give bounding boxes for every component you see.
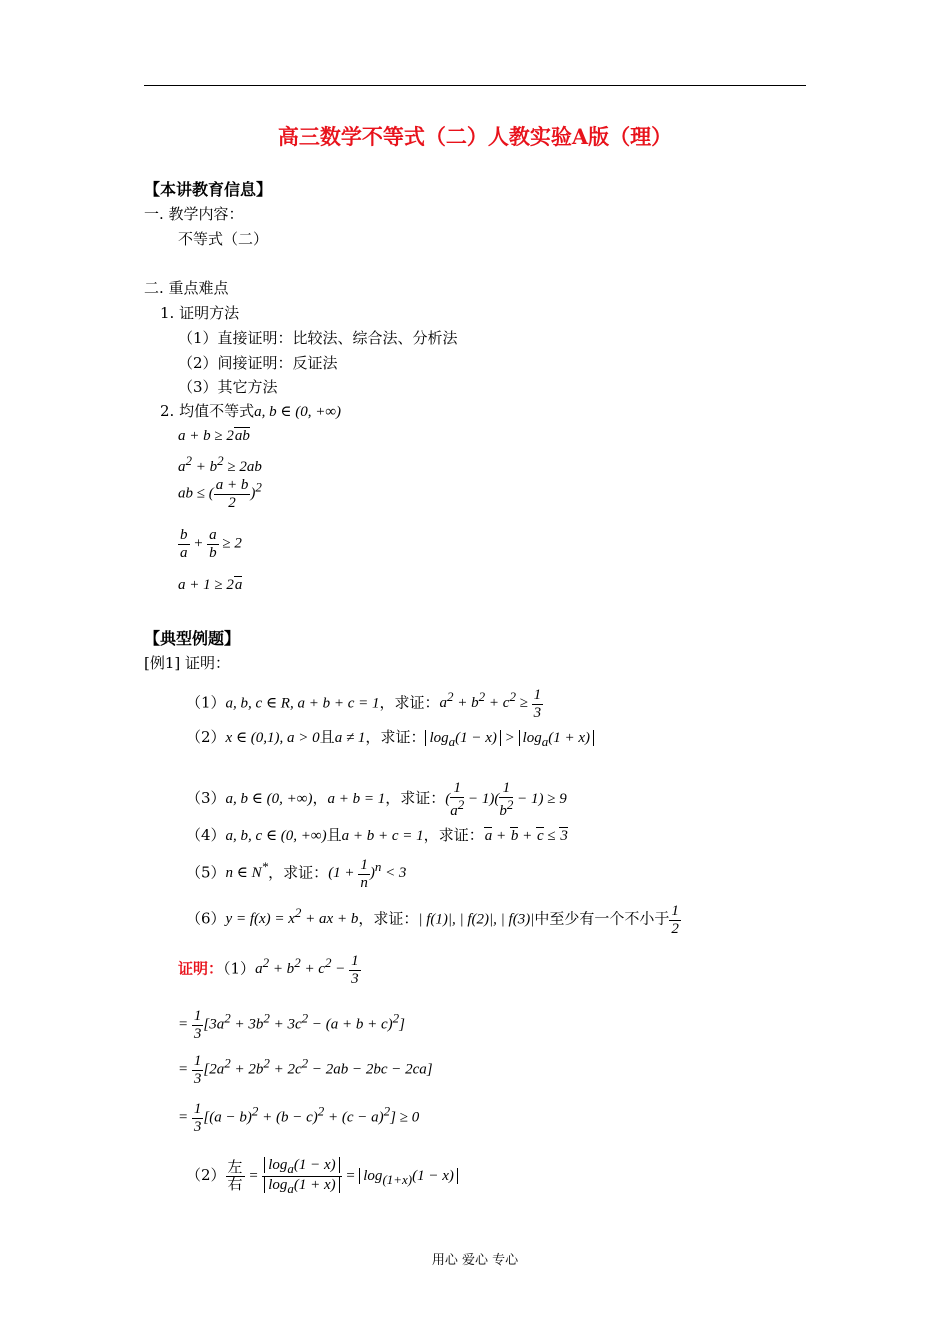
problem-6: $(6)y = f(x) = x^2$ + ax + b，求证：| f(1)|, | f(2)|, | f(3)|中至少有一个不小于 $\frac{1}{2}$: [186, 903, 679, 937]
mean-inequality-label: 2. 均值不等式: [160, 402, 255, 420]
page-footer: 用心 爱心 专心: [431, 1253, 519, 1268]
section-heading-examples: 【典型例题】: [144, 629, 241, 648]
formula-ratio: $\frac{b}{a}$ + $\frac{a}{b}$ ≥ 2: [180, 527, 242, 561]
mean-inequality-item: [160, 400, 341, 421]
formula-am-gm: a + b ≥ 2ab: [178, 428, 250, 444]
key-points-label: 二. 重点难点: [144, 279, 229, 297]
proof-1-step-2: = $\frac{1}{3}$ $[2a^2 + 2b^2 + 2c^2 - 2ab - 2bc - 2ca]$: [178, 1053, 433, 1087]
problem-1: （1）a, b, c ∈ R, a + b + c = 1，求证：$a^2 + b^2 + c^2$ ≥ $\frac{1}{3}$: [186, 687, 542, 721]
problem-4: （4）a, b, c ∈ (0, +∞)且a + b + c = 1，求证：a + b + c ≤ 3: [186, 826, 568, 844]
mean-inequality-condition: a, b ∈ (0, +∞): [254, 404, 342, 420]
proof-1-start: 证明：$(1)a^2 + b^2 + c^2$ − $\frac{1}{3}$: [178, 953, 359, 987]
method-other: （3）其它方法: [178, 378, 278, 396]
method-indirect: （2）间接证明：反证法: [178, 354, 338, 372]
proof-2-start: （2） $\frac{\text{左}}{\text{右}}$ = $\frac{\log_a(1 - x)}{\log_a(1 + x)}$ = $\log_{(1+x)}(1 - x)$: [186, 1157, 458, 1197]
problem-5: （5）n ∈ N*，求证：(1 + $\frac{1}{n}$ )$^n$ < 3: [186, 857, 407, 891]
example-label: [例1] 证明：: [144, 654, 231, 672]
content-value: 不等式（二）: [178, 230, 269, 248]
proof-methods-item: 1. 证明方法: [160, 304, 240, 322]
problem-2: （2）x ∈ (0,1), a > 0且a ≠ 1，求证： $\log_a(1 - x) > \log_a(1 + x)$: [186, 726, 594, 750]
content-label: 一. 教学内容：: [144, 205, 244, 223]
header-rule: [144, 85, 806, 86]
problem-3: （3）a, b ∈ (0, +∞)，a + b = 1，求证：( $\frac{1}{a^2}$ − 1)( $\frac{1}{b^2}$ − 1) ≥ 9: [186, 780, 567, 819]
formula-a-plus-one: a + 1 ≥ 2a: [178, 577, 243, 593]
proof-1-step-3: = $\frac{1}{3}$ $[(a - b)^2 + (b - c)^2 + (c - a)^2] \ge 0$: [178, 1101, 420, 1135]
proof-1-step-1: = $\frac{1}{3}$ $[3a^2 + 3b^2 + 3c^2 - (a + b + c)^2]$: [178, 1008, 405, 1042]
page-title: 高三数学不等式（二）人教实验A版（理）: [277, 124, 673, 149]
method-direct: （1）直接证明：比较法、综合法、分析法: [178, 329, 458, 347]
section-heading-info: 【本讲教育信息】: [144, 180, 273, 199]
formula-squares: $a^2 + b^2 \ge 2ab$: [178, 453, 262, 475]
formula-product: ab ≤ ( $\frac{a + b}{2}$ )$^2$: [178, 477, 262, 511]
